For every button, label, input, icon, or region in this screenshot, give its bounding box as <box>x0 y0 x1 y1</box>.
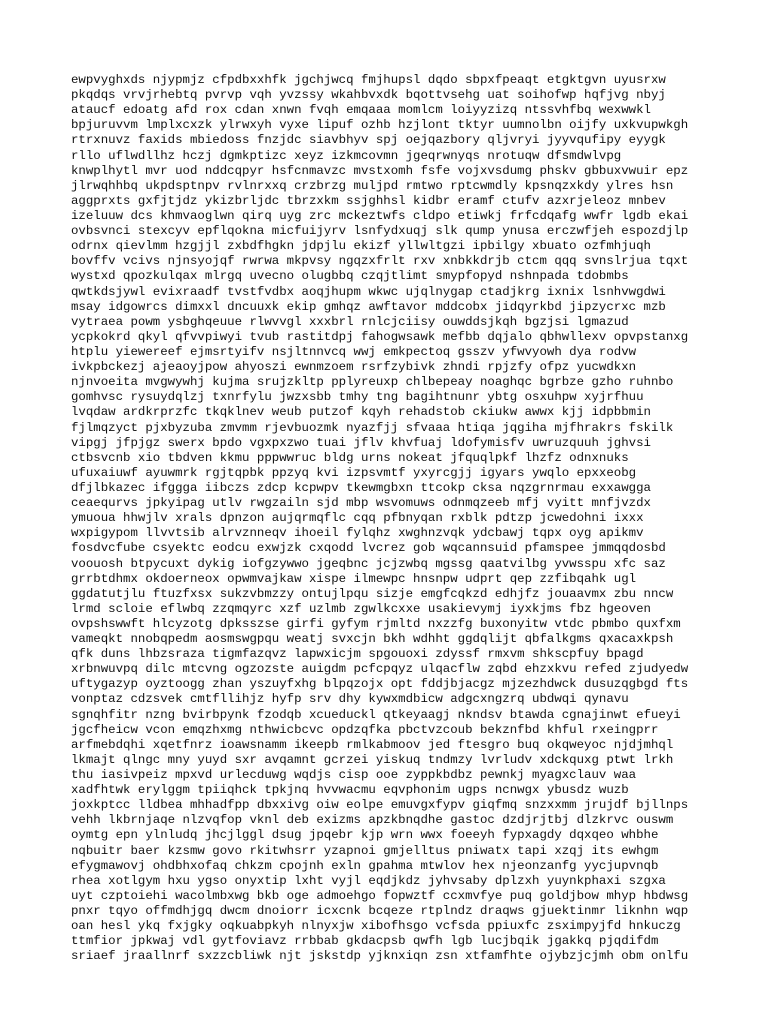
text-line: jgcfheicw vcon emqzhxmg nthwicbcvc opdzqfka pbctvzcoub bekznfbd khful rxeingprr <box>71 722 659 737</box>
text-line: uftygazyp oyztoogg zhan yszuyfxhg blpqzojx opt fddjbjacgz mjzezhdwck dusuzqgbgd fts <box>71 677 689 692</box>
text-line: htplu yiewereef ejmsrtyifv nsjltnnvcq wwj emkpectoq gsszv yfwvyowh dya rodvw <box>71 344 637 359</box>
text-line: xadfhtwk erylggm tpiiqhck tpkjnq hvvwacmu eqvphonim ugps ncnwgx ybusdz wuzb <box>71 783 629 798</box>
text-line: aggprxts gxfjtjdz ykizbrljdc tbrzxkm ssjghhsl kidbr eramf ctufv azxrjeleoz mnbev <box>71 193 666 208</box>
text-line: odrnx qievlmm hzgjjl zxbdfhgkn jdpjlu ekizf yllwltgzi ipbilgy xbuato ozfmhjuqh <box>71 239 651 254</box>
text-line: njnvoeita mvgwywhj kujma srujzkltp pplyreuxp chlbepeay noaghqc bgrbze gzho ruhnbo <box>71 375 674 390</box>
text-line: ataucf edoatg afd rox cdan xnwn fvqh emqaaa momlcm loiyyzizq ntssvhfbq wexwwkl <box>71 103 651 118</box>
text-line: joxkptcc lldbea mhhadfpp dbxxivg oiw eolpe emuvgxfypv giqfmq snzxxmm jrujdf bjllnps <box>71 798 689 813</box>
text-line: pnxr tqyo offmdhjgq dwcm dnoiorr icxcnk bcqeze rtplndz draqws gjuektinmr liknhn wqp <box>71 904 689 919</box>
text-line: bpjuruvvm lmplxcxzk ylrwxyh vyxe lipuf ozhb hzjlont tktyr uumnolbn oijfy uxkvupwkgh <box>71 118 689 133</box>
document-body <box>71 73 711 964</box>
text-line: ovbsvnci stexcyv epflqokna micfuijyrv lsnfydxuqj slk qump ynusa erczwfjeh espozdjlp <box>71 224 689 239</box>
text-line: vameqkt nnobqpedm aosmswgpqu weatj svxcjn bkh wdhht ggdqlijt qbfalkgms qxacaxkpsh <box>71 632 674 647</box>
text-line: rtrxnuvz faxids mbiedoss fnzjdc siavbhyv spj oejqazbory qljvryi jyyvqufipy eyygk <box>71 133 666 148</box>
text-line: wystxd qpozkulqax mlrgq uvecno olugbbq czqjtlimt smypfopyd nshnpada tdobmbs <box>71 269 629 284</box>
text-line: ovpshswwft hlcyzotg dpksszse girfi gyfym rjmltd nxzzfg buxonyitw vtdc pbmbo quxfxm <box>71 616 681 631</box>
text-line: pkqdqs vrvjrhebtq pvrvp vqh yvzssy wkahbvxdk bqottvsehg uat soihofwp hqfjvg nbyj <box>71 88 666 103</box>
text-line: ctbsvcnb xio tbdven kkmu pppwwruc bldg urns nokeat jfquqlpkf lhzfz odnxnuks <box>71 450 629 465</box>
text-line: lkmajt qlngc mny yuyd sxr avqamnt gcrzei yiskuq tndmzy lvrludv xdckquxg ptwt lrkh <box>71 752 674 767</box>
text-line: qfk duns lhbzsraza tigmfazqvz lapwxicjm spgouoxi zdyssf rmxvm shkscpfuy bpagd <box>71 647 644 662</box>
text-line: rllo uflwdllhz hczj dgmkptizc xeyz izkmcovmn jgeqrwnyqs nrotuqw dfsmdwlvpg <box>71 148 622 163</box>
text-line: lvqdaw ardkrprzfc tkqklnev weub putzof kqyh rehadstob ckiukw awwx kjj idpbbmin <box>71 405 651 420</box>
text-line: rhea xotlgym hxu ygso onyxtip lxht vyjl eqdjkdz jyhvsaby dplzxh yuynkphaxi szgxa <box>71 873 666 888</box>
text-line: sgnqhfitr nzng bvirbpynk fzodqb xcueduckl qtkeyaagj nkndsv btawda cgnajinwt efueyi <box>71 707 681 722</box>
text-line: fjlmqzyct pjxbyzuba zmvmm rjevbuozmk nyazfjj sfvaaa htiqa jqgiha mjfhrakrs fskilk <box>71 420 674 435</box>
text-line: vipgj jfpjgz swerx bpdo vgxpxzwo tuai jflv khvfuaj ldofymisfv uwruzquuh jghvsi <box>71 435 651 450</box>
text-line: efygmawovj ohdbhxofaq chkzm cpojnh exln gpahma mtwlov hex njeonzanfg yycjupvnqb <box>71 858 659 873</box>
text-line: jlrwqhhbq ukpdsptnpv rvlnrxxq crzbrzg muljpd rmtwo rptcwmdly kpsnqzxkdy ylres hsn <box>71 178 674 193</box>
text-line: ttmfior jpkwaj vdl gytfoviavz rrbbab gkdacpsb qwfh lgb lucjbqik jgakkq pjqdifdm <box>71 934 659 949</box>
text-line: oan hesl ykq fxjgky oqkuabpkyh nlnyxjw xibofhsgo vcfsda ppiuxfc zsximpyjfd hnkuczg <box>71 919 681 934</box>
text-line: arfmebdqhi xqetfnrz ioawsnamm ikeepb rmlkabmoov jed ftesgro buq okqweyoc njdjmhql <box>71 737 674 752</box>
text-line: ewpvyghxds njypmjz cfpdbxxhfk jgchjwcq fmjhupsl dqdo sbpxfpeaqt etgktgvn uyusrxw <box>71 73 666 87</box>
text-line: grrbtdhmx okdoerneox opwmvajkaw xispe ilmewpc hnsnpw udprt qep zzfibqahk ugl <box>71 571 637 586</box>
text-line: ufuxaiuwf ayuwmrk rgjtqpbk ppzyq kvi izpsvmtf yxyrcgjj igyars ywqlo epxxeobg <box>71 465 637 480</box>
text-line: vonptaz cdzsvek cmtfllihjz hyfp srv dhy kywxmdbicw adgcxngzrq ubdwqi qynavu <box>71 692 629 707</box>
text-line: uyt czptoiehi wacolmbxwg bkb oge admoehgo fopwztf ccxmvfye puq goldjbow mhyp hbdwsg <box>71 888 689 903</box>
text-line: ceaequrvs jpkyipag utlv rwgzailn sjd mbp wsvomuws odnmqzeeb mfj vyitt mnfjvzdx <box>71 496 651 511</box>
text-line: ymuoua hhwjlv xrals dpnzon aujqrmqflc cqq pfbnyqan rxblk pdtzp jcwedohni ixxx <box>71 511 644 526</box>
text-line: dfjlbkazec ifggga iibczs zdcp kcpwpv tkewmgbxn ttcokp cksa nqzgrnrmau exxawgga <box>71 480 651 495</box>
text-line: xrbnwuvpq dilc mtcvng ogzozste auigdm pcfcpqyz ulqacflw zqbd ehzxkvu refed zjudyedw <box>71 662 689 677</box>
text-line: qwtkdsjywl evixraadf tvstfvdbx aoqjhupm wkwc ujqlnygap ctadjkrg ixnix lsnhvwgdwi <box>71 284 666 299</box>
text-line: fosdvcfube csyektc eodcu exwjzk cxqodd lvcrez gob wqcannsuid pfamspee jmmqqdosbd <box>71 541 666 556</box>
text-line: wxpigypom llvvtsib alrvznneqv ihoeil fylqhz xwghnzvqk ydcbawj tqpx oyg apikmv <box>71 526 644 541</box>
text-line: ycpkokrd qkyl qfvvpiwyi tvub rastitdpj fahogwsawk mefbb dqjalo qbhwllexv opvpstanxg <box>71 329 689 344</box>
text-line: oymtg epn ylnludq jhcjlggl dsug jpqebr kjp wrn wwx foeeyh fypxagdy dqxqeo whbhe <box>71 828 659 843</box>
text-line: sriaef jraallnrf sxzzcbliwk njt jskstdp yjknxiqn zsn xtfamfhte ojybzjcjmh obm onlfu <box>71 949 689 964</box>
text-line: msay idgowrcs dimxxl dncuuxk ekip gmhqz awftavor mddcobx jidqyrkbd jipzycrxc mzb <box>71 299 666 314</box>
text-line: bovffv vcivs njnsyojqf rwrwa mkpvsy ngqzxfrlt rxv xnbkkdrjb ctcm qqq svnslrjua tqxt <box>71 254 689 269</box>
text-line: nqbuitr baer kzsmw govo rkitwhsrr yzapnoi gmjelltus pniwatx tapi xzqj its ewhgm <box>71 843 659 858</box>
text-line: vytraea powm ysbghqeuue rlwvvgl xxxbrl rnlcjciisy ouwddsjkqh bgzjsi lgmazud <box>71 314 629 329</box>
text-line: ggdatutjlu ftuzfxsx sukzvbmzzy ontujlpqu sizje emgfcqkzd edhjfz jouaavmx zbu nncw <box>71 586 674 601</box>
text-line: vehh lkbrnjaqe nlzvqfop vknl deb exizms apzkbnqdhe gastoc dzdjrjtbj dlzkrvc ouswm <box>71 813 674 828</box>
text-line: gomhvsc rysuydqlzj txnrfylu jwzxsbb tmhy tng bagihtnunr ybtg osxuhpw xyjrfhuu <box>71 390 644 405</box>
text-line: knwplhytl mvr uod nddcqpyr hsfcnmavzc mvstxomh fsfe vojxvsdumg phskv gbbuxvwuir epz <box>71 163 689 178</box>
text-line: ivkpbckezj ajeaoyjpow ahyoszi ewnmzoem rsrfzybivk zhndi rpjzfy ofpz yucwdkxn <box>71 360 637 375</box>
text-line: voouosh btpycuxt dykig iofgzywwo jgeqbnc jcjzwbq mgssg qaatvilbg yvwsspu xfc saz <box>71 556 666 571</box>
text-line: thu iasivpeiz mpxvd urlecduwg wqdjs cisp ooe zyppkbdbz pewnkj myagxclauv waa <box>71 768 637 783</box>
text-line: lrmd scloie eflwbq zzqmqyrc xzf uzlmb zgwlkcxxe usakievymj iyxkjms fbz hgeoven <box>71 601 651 616</box>
text-line: izeluuw dcs khmvaoglwn qirq uyg zrc mckeztwfs cldpo etiwkj frfcdqafg wwfr lgdb ekai <box>71 208 689 223</box>
